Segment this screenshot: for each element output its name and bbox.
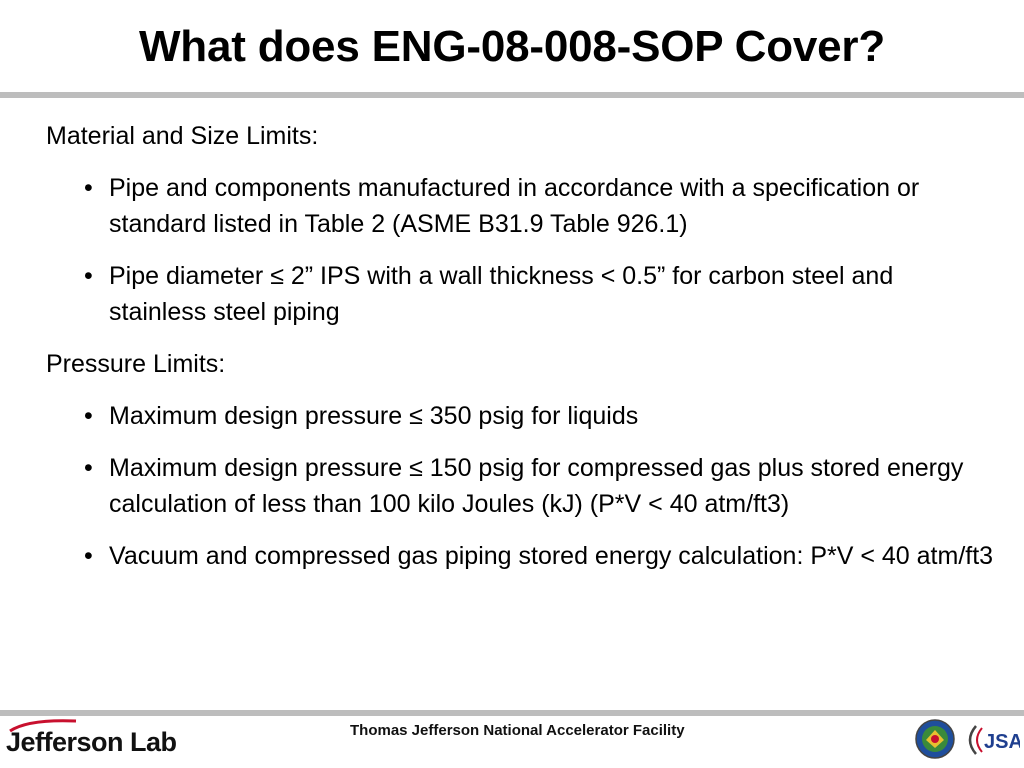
bullet-item xyxy=(46,398,996,434)
bullet-text: Vacuum and compressed gas piping stored energy calculation: P*V < 40 atm/ft3 xyxy=(109,542,994,570)
bullet-item xyxy=(46,258,996,330)
bullet-dot-icon: • xyxy=(84,174,93,202)
bullet-item xyxy=(46,170,996,242)
section-heading-pressure: Pressure Limits: xyxy=(46,350,226,378)
bullet-item xyxy=(46,450,996,522)
slide-content xyxy=(46,118,996,590)
bullet-dot-icon: • xyxy=(84,542,93,570)
doe-seal-icon xyxy=(914,718,956,765)
slide-title: What does ENG-08-008-SOP Cover? xyxy=(138,22,886,71)
bullet-list-material xyxy=(46,170,996,330)
jsa-logo xyxy=(962,720,1020,765)
bullet-text: Maximum design pressure ≤ 350 psig for liquids xyxy=(109,402,639,430)
title-rule xyxy=(0,92,1024,98)
swoosh-icon xyxy=(8,717,78,733)
jefferson-lab-logo xyxy=(6,722,177,762)
logo-text: Jefferson Lab xyxy=(6,726,177,757)
bullet-item xyxy=(46,538,996,574)
bullet-dot-icon: • xyxy=(84,454,93,482)
bullet-dot-icon: • xyxy=(84,402,93,430)
jsa-logo-text: JSA xyxy=(984,731,1020,753)
footer-rule xyxy=(0,710,1024,716)
section-heading-material: Material and Size Limits: xyxy=(46,122,319,150)
facility-name: Thomas Jefferson National Accelerator Facility xyxy=(350,722,685,739)
bullet-dot-icon: • xyxy=(84,262,93,290)
bullet-list-pressure xyxy=(46,398,996,574)
bullet-text: Maximum design pressure ≤ 150 psig for compressed gas plus stored energy calculation of less than 100 kilo Joules (kJ) (P*V < 40 atm/ft3) xyxy=(109,454,964,518)
bullet-text: Pipe and components manufactured in accordance with a specification or standard listed in Table 2 (ASME B31.9 Table 926.1) xyxy=(109,174,920,238)
bullet-text: Pipe diameter ≤ 2” IPS with a wall thickness < 0.5” for carbon steel and stainless steel piping xyxy=(109,262,894,326)
